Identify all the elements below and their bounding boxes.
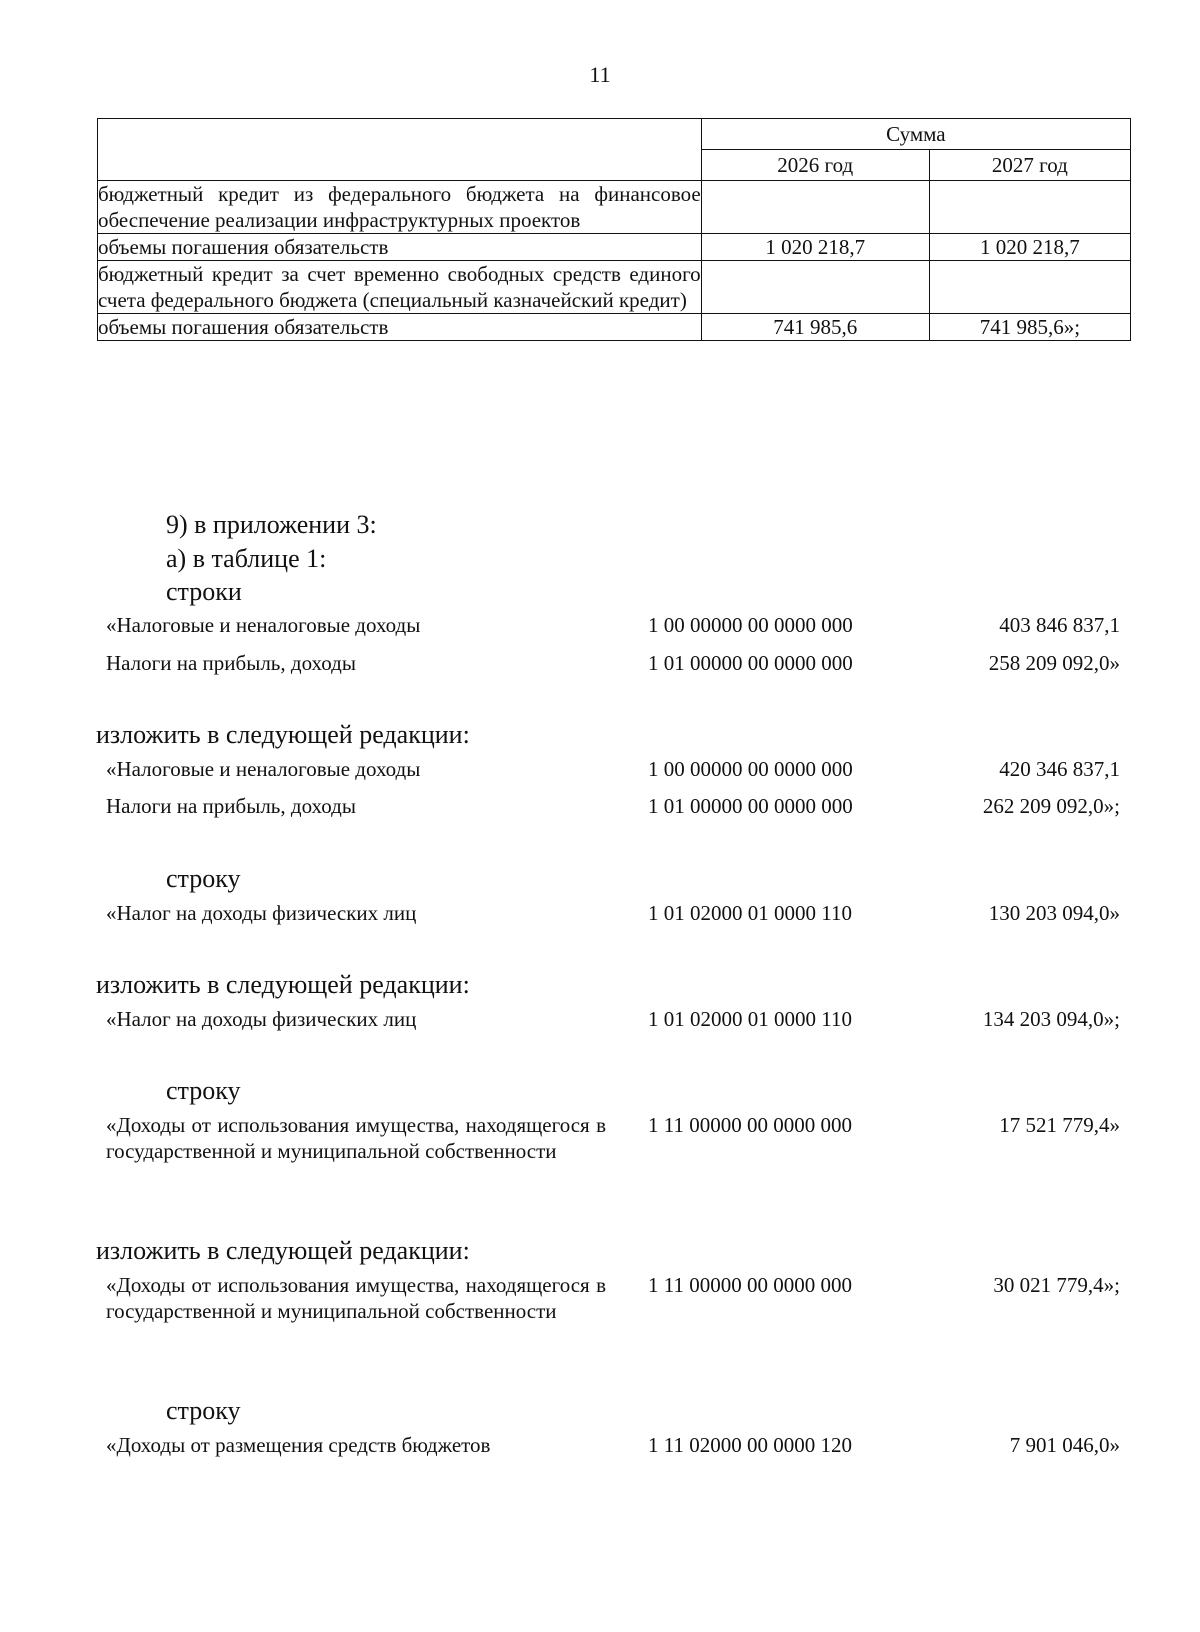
header-year-2026: 2026 год bbox=[701, 150, 929, 181]
income-name: «Налоговые и неналоговые доходы bbox=[106, 613, 421, 637]
row-value-2026: 741 985,6 bbox=[701, 314, 929, 341]
header-empty-cell bbox=[98, 119, 702, 181]
row-name: объемы погашения обязательств bbox=[98, 314, 702, 341]
row-label: строку bbox=[166, 1076, 241, 1105]
income-amount: 262 209 092,0»; bbox=[982, 794, 1120, 818]
table-row bbox=[98, 234, 1131, 261]
income-code: 1 01 00000 00 0000 000 bbox=[648, 651, 853, 675]
row-value-2026: 1 020 218,7 bbox=[701, 234, 929, 261]
income-amount: 130 203 094,0» bbox=[988, 901, 1120, 925]
income-name: Налоги на прибыль, доходы bbox=[106, 651, 356, 675]
income-code: 1 01 02000 01 0000 110 bbox=[648, 901, 852, 925]
row-name: объемы погашения обязательств bbox=[98, 234, 702, 261]
header-sum: Сумма bbox=[701, 119, 1130, 150]
income-amount: 17 521 779,4» bbox=[999, 1113, 1120, 1137]
income-amount: 258 209 092,0» bbox=[988, 651, 1120, 675]
repayment-table bbox=[97, 118, 1131, 341]
restate-heading: изложить в следующей редакции: bbox=[96, 970, 470, 999]
sub-a-heading: а) в таблице 1: bbox=[166, 544, 327, 573]
income-code: 1 11 00000 00 0000 000 bbox=[648, 1273, 852, 1297]
restate-heading: изложить в следующей редакции: bbox=[96, 1236, 470, 1265]
row-name: бюджетный кредит из федерального бюджета на финансовое обеспечение реализации инфраструктурных проектов bbox=[98, 182, 701, 232]
income-code: 1 11 02000 00 0000 120 bbox=[648, 1433, 852, 1457]
row-name: бюджетный кредит за счет временно свободных средств единого счета федерального бюджета (специальный казначейский кредит) bbox=[98, 262, 701, 312]
income-amount: 134 203 094,0»; bbox=[982, 1007, 1120, 1031]
table-row bbox=[98, 314, 1131, 341]
income-code: 1 01 00000 00 0000 000 bbox=[648, 794, 853, 818]
rows-label: строки bbox=[166, 577, 242, 606]
row-label: строку bbox=[166, 864, 241, 893]
income-name: «Доходы от использования имущества, находящегося в государственной и муниципальной собственности bbox=[106, 1113, 606, 1163]
table-row bbox=[98, 261, 1131, 314]
restate-heading: изложить в следующей редакции: bbox=[96, 720, 470, 749]
row-value-2026 bbox=[701, 181, 929, 234]
income-code: 1 11 00000 00 0000 000 bbox=[648, 1113, 852, 1137]
row-value-2026 bbox=[701, 261, 929, 314]
header-year-2027: 2027 год bbox=[929, 150, 1130, 181]
row-value-2027 bbox=[929, 261, 1130, 314]
income-amount: 420 346 837,1 bbox=[999, 757, 1120, 781]
row-value-2027: 741 985,6»; bbox=[929, 314, 1130, 341]
row-label: строку bbox=[166, 1396, 241, 1425]
income-amount: 30 021 779,4»; bbox=[993, 1273, 1120, 1297]
income-name: «Доходы от размещения средств бюджетов bbox=[106, 1433, 491, 1457]
table-row bbox=[98, 181, 1131, 234]
income-name: «Налоговые и неналоговые доходы bbox=[106, 757, 421, 781]
income-code: 1 00 00000 00 0000 000 bbox=[648, 613, 853, 637]
income-name: «Доходы от использования имущества, находящегося в государственной и муниципальной собственности bbox=[106, 1273, 606, 1323]
item-9-heading: 9) в приложении 3: bbox=[166, 510, 377, 539]
income-name: Налоги на прибыль, доходы bbox=[106, 794, 356, 818]
income-code: 1 01 02000 01 0000 110 bbox=[648, 1007, 852, 1031]
income-amount: 7 901 046,0» bbox=[1009, 1433, 1120, 1457]
income-code: 1 00 00000 00 0000 000 bbox=[648, 757, 853, 781]
page-number: 11 bbox=[589, 62, 611, 87]
row-value-2027 bbox=[929, 181, 1130, 234]
row-value-2027: 1 020 218,7 bbox=[929, 234, 1130, 261]
table-header-row bbox=[98, 119, 1131, 150]
income-name: «Налог на доходы физических лиц bbox=[106, 1007, 417, 1031]
income-name: «Налог на доходы физических лиц bbox=[106, 901, 417, 925]
income-amount: 403 846 837,1 bbox=[999, 613, 1120, 637]
